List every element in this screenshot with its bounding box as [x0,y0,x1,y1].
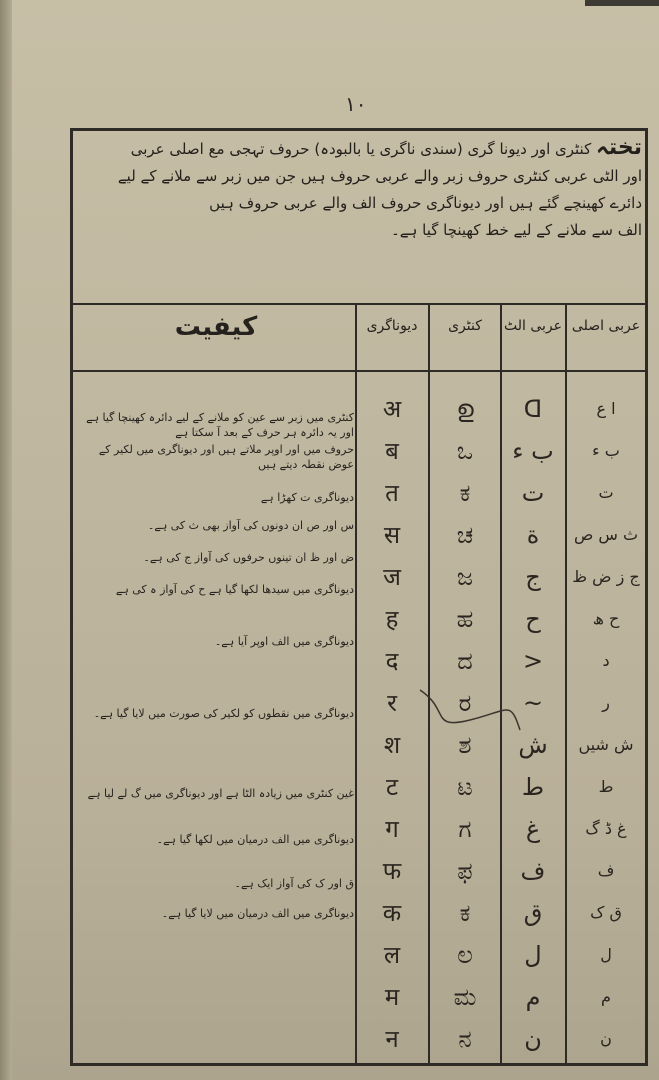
column-header-divider [70,370,648,372]
cell-reversed-arabic: ق [523,899,543,927]
cell-arabic: ر [602,693,610,712]
cell-arabic: ح ھ [592,609,620,628]
note-2: حروف میں اور اوپر ملاتے ہیں اور دیوناگری میں لکیر کے عوض نقطہ دیتے ہیں [98,443,354,471]
cell-reversed-arabic: ꓷ [523,395,543,423]
cell-devanagari: ल [383,941,401,969]
cell-devanagari: ब [385,437,399,465]
note-4: س اور ص ان دونوں کی آواز بھی ث کی ہے۔ [147,519,354,532]
note-1: کنٹری میں زبر سے عین کو ملانے کے لیے دائرہ کھینچا گیا ہے اور یہ دائرہ ہر حرف کے بعد آ سکتا ہے [86,411,354,439]
cell-reversed-arabic: ح [525,605,541,633]
cell-arabic: ب ء [592,441,620,460]
note-10: دیوناگری میں الف درمیان میں لکھا گیا ہے۔ [156,833,354,846]
heading-title: تختہ [596,135,642,160]
cell-kannada: ಕ [459,899,471,927]
cell-devanagari: अ [382,395,402,423]
cell-arabic: غ ڈ گ [585,819,627,838]
column-header-devanagari: دیوناگری [366,318,418,334]
cell-arabic: د [602,651,610,670]
cell-devanagari: ट [385,773,399,801]
column-header-kannada: کنٹری [448,318,482,334]
column-header-notes: کیفیت [174,312,258,342]
note-12: دیوناگری میں الف درمیان میں لایا گیا ہے۔ [161,907,354,920]
cell-devanagari: स [383,521,401,549]
cell-reversed-arabic: غ [525,815,541,843]
heading-line-4: الف سے ملانے کے لیے خط کھینچا گیا ہے۔ [390,221,642,239]
cell-devanagari: ज [383,563,401,591]
cell-arabic: ت [598,483,614,502]
heading-line-2: اور الٹی عربی کنٹری حروف زبر والے عربی حروف ہیں جن میں زبر سے ملانے کے لیے [117,167,642,185]
cell-kannada: ಹ [456,605,474,633]
cell-arabic: ن [600,1029,612,1048]
page-number: ۱۰ [345,92,367,116]
cell-arabic: ط [598,777,614,796]
heading-divider [70,303,648,305]
cell-devanagari: न [385,1025,399,1053]
cell-kannada: ಶ [458,731,472,759]
table-heading [76,134,642,304]
cell-kannada: ഉ [456,395,474,423]
note-9: غین کنٹری میں زیادہ الٹا ہے اور دیوناگری میں گ لے لیا ہے [87,787,354,800]
column-header-arabic: عربی اصلی [571,318,641,334]
cell-arabic: ل [600,945,612,964]
cell-reversed-arabic: م [525,983,541,1011]
cell-reversed-arabic: < [522,647,544,675]
cell-reversed-arabic: ت [521,479,545,507]
cell-devanagari: म [384,983,400,1011]
heading-line-3: دائرے کھینچے گئے ہیں اور دیوناگری حروف الف والے عربی حروف ہیں [209,194,642,212]
cell-kannada: ಚ [456,521,474,549]
cell-devanagari: श [383,731,401,759]
cell-reversed-arabic: ج [525,563,541,591]
cell-kannada: ಲ [457,941,473,969]
cell-devanagari: ग [385,815,399,843]
cell-kannada: ದ [457,647,473,675]
cell-kannada: ಜ [456,563,474,591]
cell-reversed-arabic: ب ء [512,437,554,465]
cell-kannada: ಗ [458,815,472,843]
note-7: دیوناگری میں الف اوپر آیا ہے۔ [214,635,354,648]
cell-devanagari: क [382,899,402,927]
cell-kannada: ನ [458,1025,472,1053]
scan-edge [585,0,659,6]
column-header-reversed-arabic: عربی الٹ [504,318,562,334]
book-spine-shadow [0,0,12,1080]
cell-devanagari: द [385,647,399,675]
cell-arabic: ق ک [590,903,622,922]
note-11: ق اور ک کی آواز ایک ہے۔ [234,877,354,890]
heading-line-1: کنٹری اور دیونا گری (سندی ناگری یا بالبودہ) حروف تہجی مع اصلی عربی [130,140,592,158]
note-3: دیوناگری ت کھڑا ہے [260,491,354,504]
note-5: ض اور ظ ان تینوں حرفوں کی آواز ج کی ہے۔ [143,551,354,564]
cell-devanagari: त [385,479,399,507]
cell-reversed-arabic: ن [524,1025,542,1053]
cell-reversed-arabic: ط [521,773,545,801]
cell-reversed-arabic: ة [526,521,540,549]
cell-arabic: ث س ص [573,525,639,544]
cell-arabic: ش شیں [578,735,634,754]
cell-devanagari: ह [385,605,399,633]
cell-reversed-arabic: ~ [522,689,544,717]
cell-devanagari: र [387,689,397,717]
cell-devanagari: फ [382,857,402,885]
cell-kannada: ಟ [457,773,473,801]
cell-arabic: ج ز ض ظ [572,567,640,586]
cell-kannada: ಫ [457,857,473,885]
cell-kannada: ಕ [459,479,471,507]
cell-reversed-arabic: ل [524,941,542,969]
cell-arabic: ف [597,861,615,880]
cell-reversed-arabic: ش [518,731,548,759]
note-8: دیوناگری میں نقطوں کو لکیر کی صورت میں لایا گیا ہے۔ [93,707,354,720]
scribble-mark [410,680,530,740]
cell-arabic: ا ع [596,399,616,418]
cell-kannada: ರ [458,689,472,717]
cell-kannada: ಒ [456,437,474,465]
cell-reversed-arabic: ف [520,857,546,885]
cell-arabic: م [601,987,611,1006]
note-6: دیوناگری میں سیدھا لکھا گیا ہے ح کی آواز ہ کی ہے [115,583,354,596]
cell-kannada: ಮ [453,983,477,1011]
